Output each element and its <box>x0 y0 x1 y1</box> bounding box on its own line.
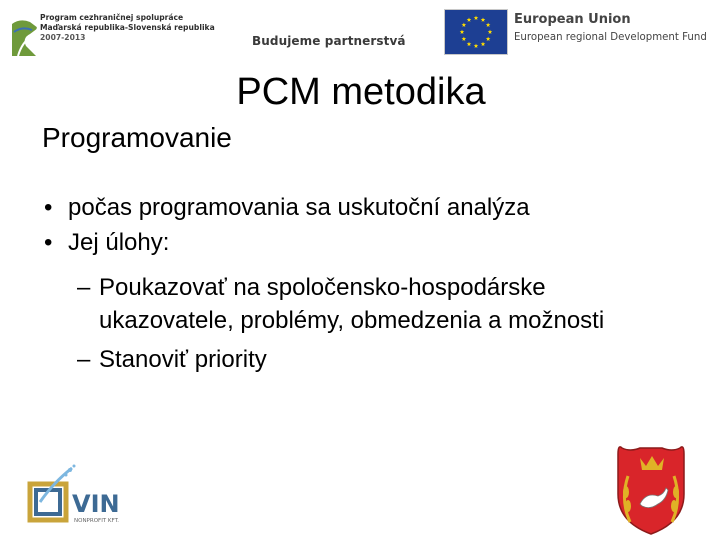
vin-emblem-icon <box>30 465 76 521</box>
eu-subtitle: European regional Development Fund <box>514 32 707 43</box>
program-logo-years: 2007-2013 <box>40 33 86 42</box>
vin-logo <box>26 462 144 532</box>
bullet-text: počas programovania sa uskutoční analýza <box>68 194 530 221</box>
slide-title-text: PCM metodika <box>236 71 486 113</box>
sub-bullet-text: Stanoviť priority <box>99 346 267 373</box>
program-logo-line2: Maďarská republika-Slovenská republika <box>40 23 215 32</box>
sub-bullet-text: Poukazovať na spoločensko-hospodárske <box>99 274 546 301</box>
bullet-mark: • <box>44 229 53 256</box>
coat-of-arms-icon <box>610 444 692 536</box>
sub-bullet-continuation: ukazovatele, problémy, obmedzenia a možnosti <box>99 307 605 334</box>
vin-name: VIN <box>72 490 120 518</box>
bullet-item <box>44 192 530 223</box>
sub-bullet-mark: – <box>77 346 91 373</box>
sub-bullet-item <box>77 344 267 375</box>
slide-subtitle: Programovanie <box>42 122 232 153</box>
slide-title <box>0 70 720 114</box>
eu-flag-icon <box>444 9 508 55</box>
sub-bullet-item <box>77 272 546 303</box>
bullet-item <box>44 227 169 258</box>
bullet-text: Jej úlohy: <box>68 229 170 256</box>
program-logo-line1: Program cezhraničnej spolupráce <box>40 13 184 22</box>
motto: Budujeme partnerstvá <box>252 34 406 48</box>
program-logo-text <box>40 13 215 43</box>
eu-title: European Union <box>514 12 631 27</box>
program-logo-emblem-icon <box>12 20 38 56</box>
vin-tagline: NONPROFIT KFT. <box>74 518 120 524</box>
sub-bullet-mark: – <box>77 274 91 301</box>
bullet-mark: • <box>44 194 53 221</box>
